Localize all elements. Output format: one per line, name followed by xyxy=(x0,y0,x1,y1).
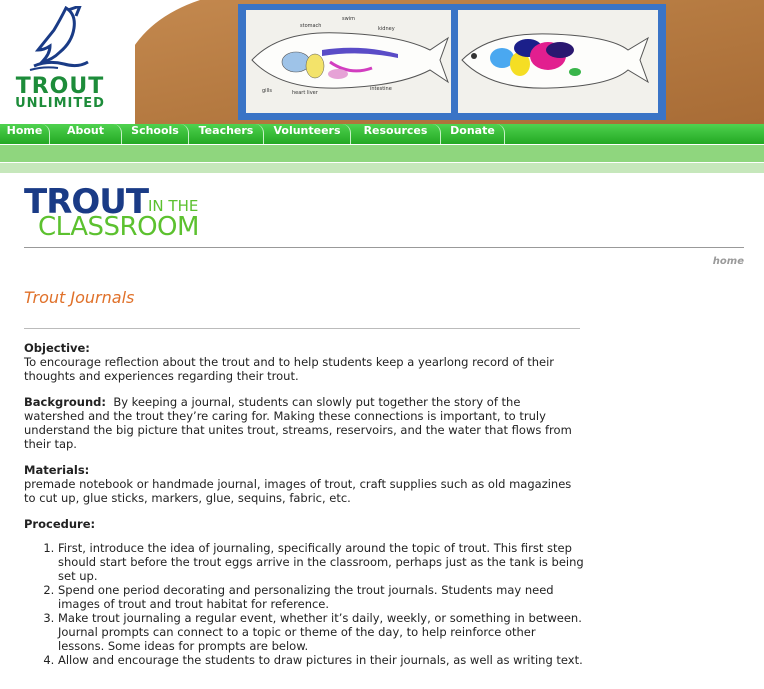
sub-nav-bar xyxy=(0,145,764,162)
objective-section xyxy=(24,341,584,383)
nav-resources[interactable]: Resources xyxy=(351,124,441,144)
objective-label: Objective: xyxy=(24,341,90,355)
procedure-section xyxy=(24,517,584,667)
logo-text-trout: TROUT xyxy=(15,74,105,99)
svg-text:kidney: kidney xyxy=(378,26,395,32)
materials-section xyxy=(24,463,584,505)
svg-text:swim: swim xyxy=(342,16,355,22)
program-logo-in-the: IN THE xyxy=(148,197,199,215)
procedure-label: Procedure: xyxy=(24,517,96,531)
background-section xyxy=(24,395,584,451)
background-text: By keeping a journal, students can slowly put together the story of the watershed and the trout they’re caring for. Making these connections is important, to truly understand the big picture that unites trout, streams, reservoirs, and the water that flows from their tap. xyxy=(24,395,572,451)
nav-donate[interactable]: Donate xyxy=(441,124,505,144)
nav-teachers[interactable]: Teachers xyxy=(189,124,264,144)
procedure-step: 2. Spend one period decorating and personalizing the trout journals. Students may need images of trout and trout habitat for reference. xyxy=(58,583,584,611)
divider xyxy=(24,247,744,248)
nav-about[interactable]: About xyxy=(50,124,122,144)
svg-text:stomach: stomach xyxy=(300,23,322,29)
program-logo-classroom: CLASSROOM xyxy=(38,212,199,242)
logo-text-unlimited: UNLIMITED xyxy=(15,96,105,111)
nav-volunteers[interactable]: Volunteers xyxy=(264,124,351,144)
nav-home[interactable]: Home xyxy=(0,124,50,144)
site-header xyxy=(0,0,764,124)
nav-schools[interactable]: Schools xyxy=(122,124,189,144)
main-nav xyxy=(0,124,764,144)
sub-nav-bar-light xyxy=(0,163,764,173)
trout-logo-icon xyxy=(28,6,92,72)
svg-text:intestine: intestine xyxy=(370,86,392,92)
procedure-step: 3. Make trout journaling a regular event, whether it’s daily, weekly, or something in between. Journal prompts can connect to a topic or theme of the day, to help reinforce other lessons. Some ideas for prompts are below. xyxy=(58,611,584,653)
main-content xyxy=(24,341,584,679)
page-title: Trout Journals xyxy=(24,288,135,307)
svg-text:gills: gills xyxy=(262,88,272,94)
procedure-step: 4. Allow and encourage the students to draw pictures in their journals, as well as writing text. xyxy=(58,653,584,667)
svg-text:heart liver: heart liver xyxy=(292,90,318,96)
breadcrumb-home-link[interactable]: home xyxy=(712,256,744,267)
materials-label: Materials: xyxy=(24,463,90,477)
objective-text: To encourage reflection about the trout and to help students keep a yearlong record of their thoughts and experiences regarding their trout. xyxy=(24,355,555,383)
title-divider xyxy=(24,328,580,329)
procedure-list xyxy=(24,541,584,667)
program-logo-trout: TROUT xyxy=(24,182,149,222)
materials-text: premade notebook or handmade journal, images of trout, craft supplies such as old magazines to cut up, glue sticks, markers, glue, sequins, fabric, etc. xyxy=(24,477,572,505)
background-label: Background: xyxy=(24,395,106,409)
procedure-step: 1. First, introduce the idea of journaling, specifically around the topic of trout. This first step should start before the trout eggs arrive in the classroom, perhaps just as the tank is being set up. xyxy=(58,541,584,583)
logo[interactable] xyxy=(0,0,135,124)
